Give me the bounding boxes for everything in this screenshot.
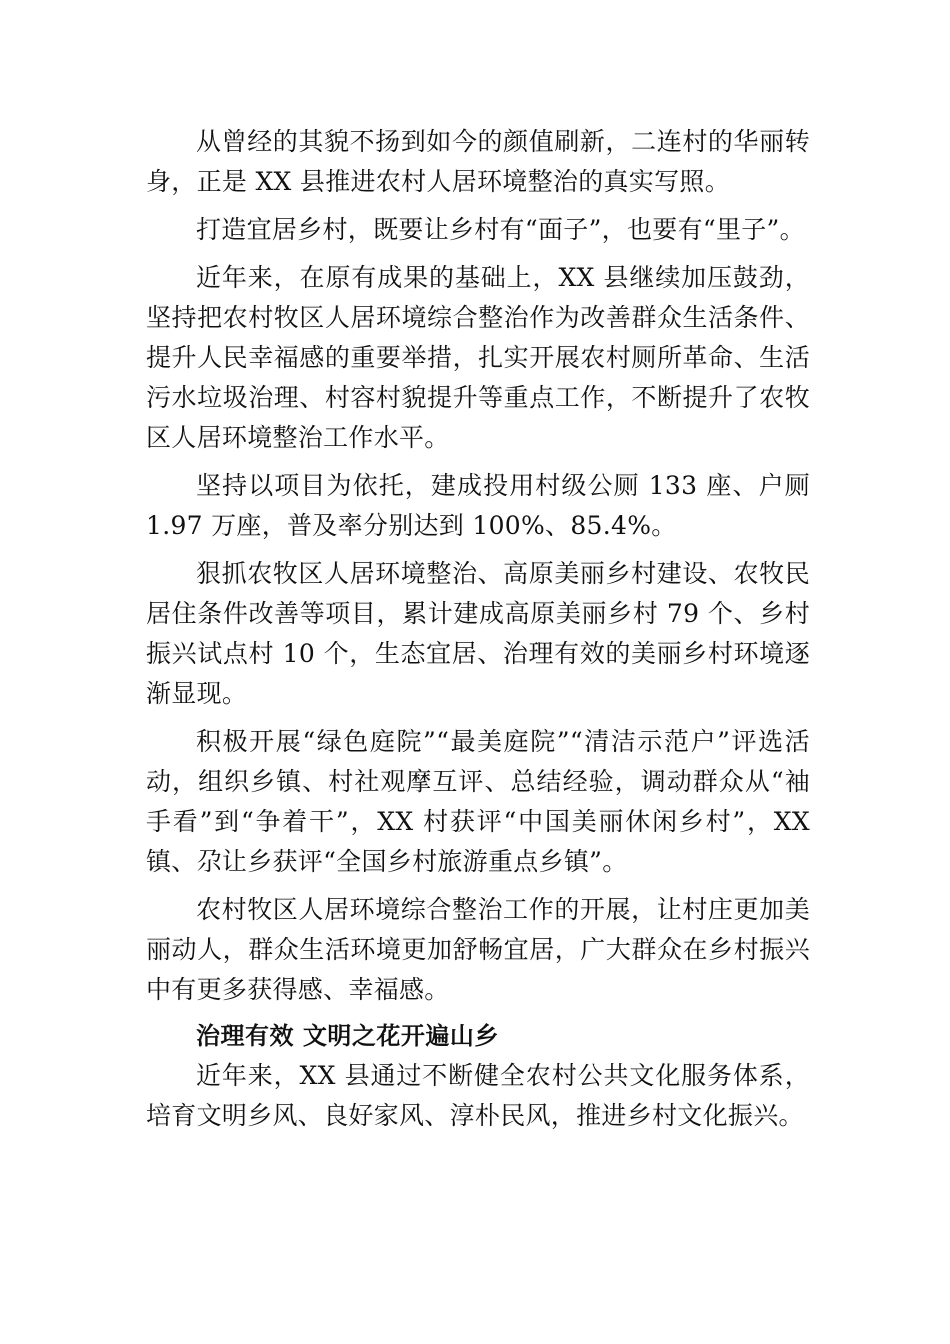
paragraph-recent-efforts: 近年来，在原有成果的基础上，XX 县继续加压鼓劲，坚持把农村牧区人居环境综合整治作为改善群众生活条件、 提升人民幸福感的重要举措，扎实开展农村厕所革命、生活污水垃圾治理、村容村貌提升等重点工作，不断提升了农牧区人居环境整治工作水平。 — [146, 263, 810, 452]
paragraph-beautiful-village-construction: 狠抓农牧区人居环境整治、高原美丽乡村建设、农牧民居住条件改善等项目，累计建成高原美丽乡村 79 个、乡村振兴试点村 10 个，生态宜居、治理有效的美丽乡村环境逐渐显现。 — [146, 559, 810, 708]
paragraph-livable-village: 打造宜居乡村，既要让乡村有“面子”，也要有“里子”。 — [196, 215, 805, 244]
paragraph-outcome-summary: 农村牧区人居环境综合整治工作的开展，让村庄更加美丽动人，群众生活环境更加舒畅宜居，广大群众在乡村振兴中有更多获得感、幸福感。 — [146, 895, 810, 1004]
paragraph-courtyard-campaign: 积极开展“绿色庭院”“最美庭院”“清洁示范户”评选活动，组织乡镇、村社观摩互评、总结经验，调动群众从“袖手看”到“争着干”，XX 村获评“中国美丽休闲乡村”，XX 镇、尕让乡获评“全国乡村旅游重点乡镇”。 — [146, 727, 810, 876]
document-body — [146, 122, 810, 1136]
paragraph-toilet-projects: 坚持以项目为依托，建成投用村级公厕 133 座、户厕 1.97 万座，普及率分别达到 100%、85.4%。 — [146, 471, 810, 540]
section-heading: 治理有效 文明之花开遍山乡 — [196, 1022, 499, 1050]
paragraph-culture-revitalization: 近年来，XX 县通过不断健全农村公共文化服务体系，培育文明乡风、良好家风、淳朴民风，推进乡村文化振兴。 — [146, 1061, 810, 1130]
paragraph-transformation-intro: 从曾经的其貌不扬到如今的颜值刷新，二连村的华丽转身，正是 XX 县推进农村人居环境整治的真实写照。 — [146, 127, 810, 196]
